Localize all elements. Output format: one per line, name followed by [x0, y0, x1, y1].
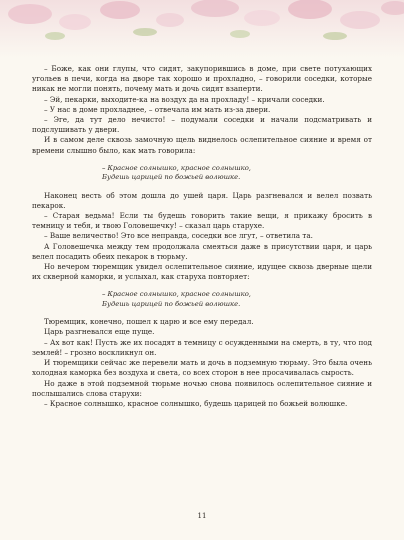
- paragraph: Тюремщик, конечно, пошел к царю и все ему передал.: [44, 317, 254, 327]
- paragraph: – Старая ведьма! Если ты будешь говорить такие вещи, я прикажу бросить в темницу и тебя, и твою Головешечку! – сказал царь старухе.: [32, 211, 372, 231]
- verse-line: – Красное солнышко, красное солнышко,: [102, 163, 251, 172]
- paragraph: – Эге, да тут дело нечисто! – подумали соседки и начали подсматривать и подслушивать у двери.: [32, 115, 372, 135]
- paragraph: – Боже, как они глупы, что сидят, закупорившись в доме, при свете потухающих угольев в печи, когда на дворе так хорошо и прохладно, – говорили соседки, которые никак не могли понять, почему мать и дочь сидят взаперти.: [32, 64, 372, 94]
- verse-line: Будешь царицей по божьей волюшке.: [102, 173, 241, 182]
- paragraph: Но даже в этой подземной тюрьме ночью снова появилось ослепительное сияние и послышались слова старухи:: [32, 378, 372, 398]
- paragraph: А Головешечка между тем продолжала смеяться даже в присутствии царя, и царь велел посадить обеих пекарок в тюрьму.: [32, 241, 372, 261]
- paragraph: – У нас в доме прохладнее, – отвечала им мать из-за двери.: [44, 104, 271, 114]
- paragraph: Но вечером тюремщик увидел ослепительное сияние, идущее сквозь дверные щели их скверной каморки, и услыхал, как старуха повторяет:: [32, 262, 372, 282]
- paragraph: – Ваше величество! Это все неправда, соседки все лгут, – ответила та.: [44, 231, 313, 241]
- verse-block: [32, 164, 372, 183]
- paragraph: – Ах вот как! Пусть же их посадят в темницу с осужденными на смерть, в ту, что под землей! – грозно воскликнул он.: [32, 337, 372, 357]
- paragraph: И тюремщики сейчас же перевели мать и дочь в подземную тюрьму. Это была очень холодная каморка без воздуха и света, со всех сторон в нее просачивалась сырость.: [32, 358, 372, 378]
- paragraph: Царь разгневался еще пуще.: [44, 327, 155, 337]
- paragraph: Наконец весть об этом дошла до ушей царя. Царь разгневался и велел позвать пекарок.: [32, 190, 372, 210]
- verse-line: Будешь царицей по божьей волюшке.: [102, 299, 241, 308]
- story-text: [32, 64, 372, 409]
- floral-header-decoration: [0, 0, 404, 58]
- page-number: 11: [197, 512, 207, 520]
- paragraph: – Красное солнышко, красное солнышко, будешь царицей по божьей волюшке.: [44, 398, 348, 408]
- paragraph: – Эй, пекарки, выходите-ка на воздух да на прохладу! – кричали соседки.: [44, 94, 325, 104]
- paragraph: И в самом деле сквозь замочную щель виднелось ослепительное сияние и время от времени слышно было, как мать говорила:: [32, 135, 372, 155]
- verse-block: [32, 290, 372, 309]
- verse-line: – Красное солнышко, красное солнышко,: [102, 290, 251, 299]
